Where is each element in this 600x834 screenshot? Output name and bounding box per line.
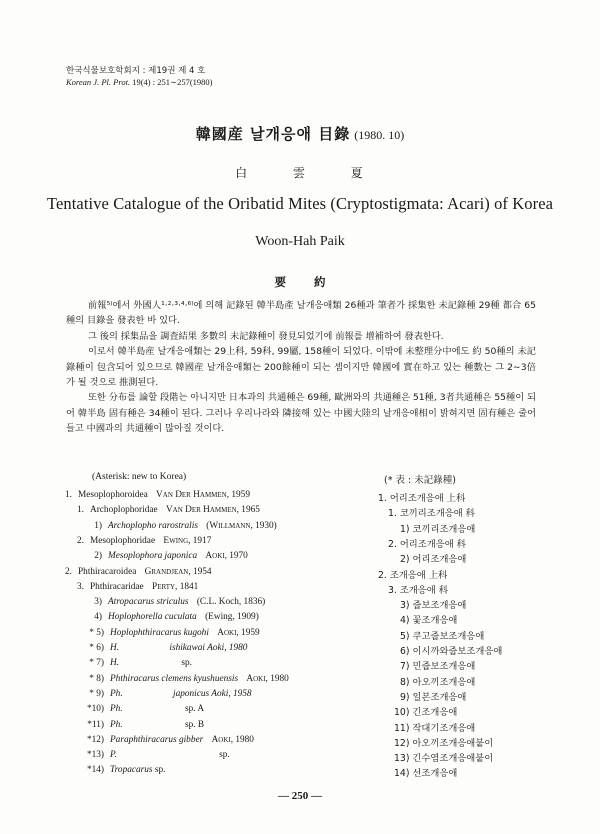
catalogue-entry-number: 4) (94, 612, 102, 623)
journal-name-korean: 한국식물보호학회지 : 제19권 제 4 호 (66, 66, 206, 76)
catalogue-entry (82, 643, 247, 653)
catalogue-entry-author: Perty, 1841 (152, 581, 199, 592)
korean-name-entry: 7) 민줍보조개응애 (400, 661, 476, 673)
catalogue-entry-author: Aoki, 1980 (246, 673, 289, 684)
catalogue-entry-number: *11) (87, 719, 104, 730)
abstract-heading: 要約 (274, 275, 354, 289)
catalogue-entry-taxon: Mesoplophoroidea (78, 490, 148, 500)
catalogue-entry-author: sp. A (184, 704, 205, 715)
catalogue-entry-author: (Ewing, 1909) (205, 612, 259, 623)
catalogue-entry (78, 765, 165, 775)
catalogue-entry-taxon: Ph. (110, 719, 123, 730)
catalogue-entry-author: sp. (154, 765, 166, 776)
abstract-paragraph: 그 後의 採集品을 調査結果 多數의 未記錄種이 發見되었기에 前報를 增補하여 發表한다. (88, 330, 444, 342)
catalogue-entry (82, 674, 289, 684)
catalogue-entry-author: Aoki, 1980 (211, 734, 254, 745)
catalogue-entry-number: *13) (86, 750, 104, 761)
catalogue-entry (90, 612, 259, 622)
korean-author: 白 雲 夏 (235, 166, 365, 180)
catalogue-entry (90, 597, 265, 607)
catalogue-entry-taxon: Archoplophoridae (90, 505, 158, 516)
catalogue-entry (72, 536, 211, 546)
catalogue-entry-author: Van Der Hammen, 1965 (165, 505, 260, 516)
abstract-paragraph: 前報⁵⁾에서 外國人¹·²·³·⁴·⁶⁾에 의해 記錄된 韓半島產 날개응애類 26種과 筆者가 採集한 未記錄種 29種 都合 65種의 目錄을 發表한 바 있다. (66, 300, 536, 327)
korean-title (0, 123, 600, 144)
catalogue-entry-taxon: Phthiracarus clemens kyushuensis (110, 673, 239, 684)
korean-title-main: 韓國産 날개응애 目錄 (195, 125, 351, 143)
catalogue-entry-author: sp. B (184, 719, 205, 730)
korean-name-entry: 14) 선조개응애 (394, 768, 458, 780)
catalogue-entry (78, 750, 230, 760)
catalogue-entry-taxon: Phthiracaroidea (78, 566, 137, 577)
catalogue-entry-number: 2. (77, 535, 84, 546)
catalogue-entry-taxon: Ph. (110, 704, 123, 715)
catalogue-entry-number: *10) (86, 704, 104, 715)
korean-name-entry: 2) 어리조개응애 (400, 554, 467, 566)
catalogue-entry-author: Aoki, 1970 (205, 551, 248, 562)
catalogue-entry-author: Aoki, 1959 (217, 627, 260, 638)
korean-name-entry: 2. 어리조개응애 科 (388, 538, 466, 550)
korean-name-entry: 10) 긴조개응애 (394, 707, 458, 719)
catalogue-entry-number: * 8) (89, 673, 104, 684)
catalogue-entry-author: Ewing, 1917 (163, 535, 212, 546)
catalogue-entry-number: 1. (77, 505, 84, 516)
right-column-header: (* 表 : 未記錄種) (384, 475, 456, 486)
catalogue-entry-taxon: Atropacarus striculus (108, 597, 189, 608)
catalogue-entry-author: (C.L. Koch, 1836) (196, 597, 266, 608)
korean-name-entry: 8) 아오끼조개응애 (400, 676, 476, 688)
catalogue-entry-taxon: Mesoplophora japonica (108, 551, 198, 562)
abstract-paragraph: 또한 分布를 論할 段階는 아니지만 日本과의 共通種은 69種, 歐洲와의 共通種은 51種, 3者共通種은 55種이 되어 韓半島 固有種은 34種이 된다. 그러나 우리나라와 隣接해 있는 中國大陸의 날개응애相이 밝혀지면 固有種은 줄어들고 中國과의 共通種이 많아질 것이다. (66, 392, 536, 435)
catalogue-entry-taxon: Paraphthiracarus gibber (110, 734, 204, 745)
korean-name-entry: 3. 조개응애 科 (388, 584, 449, 596)
abstract-paragraph: 이로서 韓半島産 날개응애類는 29上科, 59科, 99屬, 158種이 되었다. 이밖에 未整理分中에도 約 50種의 未記錄種이 包含되어 있으므로 韓國産 날개응애類는 200餘種이 되는 셈이지만 韓國에 實在하고 있는 種數는 그 2∼3倍가 될 것으로 推測된다. (66, 346, 536, 389)
catalogue-entry (78, 720, 204, 730)
catalogue-entry (82, 658, 192, 668)
journal-citation (66, 77, 213, 88)
catalogue-entry-number: 3. (77, 581, 84, 592)
catalogue-entry-number: *12) (86, 734, 104, 745)
catalogue-entry-number: 2) (94, 551, 102, 562)
korean-name-entry: 12) 아오끼조개응애붙이 (394, 737, 494, 749)
catalogue-entry-taxon: Phthiracaridae (90, 581, 144, 592)
catalogue-entry-author: sp. (219, 750, 230, 761)
korean-name-entry: 9) 일본조개응애 (400, 691, 467, 703)
catalogue-entry-number: * 9) (89, 688, 104, 699)
catalogue-entry-taxon: H. (110, 658, 120, 669)
catalogue-entry-number: 1) (94, 520, 102, 531)
english-author: Woon-Hah Paik (255, 234, 345, 249)
korean-name-entry: 1. 코끼리조개응애 科 (388, 508, 475, 520)
catalogue-entry-taxon: H. (110, 643, 120, 653)
catalogue-entry (72, 582, 198, 592)
catalogue-entry (78, 704, 204, 714)
journal-header (66, 66, 213, 88)
korean-name-entry: 1) 코끼리조개응애 (400, 523, 476, 535)
catalogue-entry-taxon: Archoplopho rarostralis (108, 520, 198, 531)
catalogue-entry-number: 1. (65, 490, 72, 500)
catalogue-entry (90, 551, 248, 561)
catalogue-entry (90, 521, 277, 531)
journal-abbrev: Korean J. Pl. Prot. (66, 77, 131, 87)
page-number: — 250 — (278, 790, 322, 802)
korean-name-entry: 13) 긴수염조개응애붙이 (394, 753, 494, 765)
korean-name-entry: 5) 쿠고줍보조개응애 (400, 630, 485, 642)
catalogue-entry-number: * 5) (89, 627, 104, 638)
catalogue-entry (72, 505, 260, 515)
catalogue-entry-author: (Willmann, 1930) (206, 520, 277, 531)
catalogue-entry-taxon: Tropacarus (110, 765, 153, 776)
catalogue-entry (60, 567, 212, 577)
abstract (66, 298, 536, 437)
catalogue-entry-number: *14) (86, 765, 104, 776)
catalogue-entry-author: ishikawai Aoki, 1980 (169, 643, 248, 653)
catalogue-entry-taxon: Ph. (110, 688, 123, 699)
korean-title-year: (1980. 10) (354, 128, 405, 142)
korean-name-entry: 1. 어리조개응애 上科 (378, 493, 466, 504)
catalogue-entry-taxon: Hoplophthiracarus kugohi (110, 627, 209, 638)
catalogue-entry-number: 3) (94, 597, 102, 608)
korean-name-entry: 11) 작대기조개응애 (394, 722, 476, 734)
korean-name-entry: 3) 줍보조개응애 (400, 600, 467, 612)
catalogue-entry-taxon: Mesoplophoridae (90, 535, 156, 546)
korean-name-entry: 2. 조개응애 上科 (378, 569, 448, 581)
korean-name-entry: 4) 꽃조개응애 (400, 615, 458, 627)
catalogue-entry-author: Grandjean, 1954 (144, 566, 212, 577)
journal-volume: 19(4) : 251∼257(1980) (132, 77, 213, 87)
catalogue-entry-number: * 7) (89, 658, 104, 669)
korean-name-entry: 6) 이시까와줍보조개응애 (400, 646, 503, 657)
catalogue-entry (82, 628, 260, 638)
left-column-header: (Asterisk: new to Korea) (92, 472, 187, 482)
catalogue-entry (78, 735, 254, 745)
catalogue-entry-author: Van Der Hammen, 1959 (156, 490, 250, 500)
catalogue-entry-taxon: P. (110, 750, 117, 761)
catalogue-entry (60, 490, 250, 500)
catalogue-entry-author: sp. (181, 658, 192, 669)
catalogue-entry-number: 2. (65, 566, 72, 577)
catalogue-entry (82, 689, 252, 699)
english-title: Tentative Catalogue of the Oribatid Mites (Cryptostigmata: Acari) of Korea (46, 194, 554, 213)
catalogue-entry-taxon: Hoplophorella cuculata (108, 612, 197, 623)
catalogue-entry-number: * 6) (89, 643, 104, 653)
catalogue-entry-author: japonicus Aoki, 1958 (172, 688, 252, 699)
